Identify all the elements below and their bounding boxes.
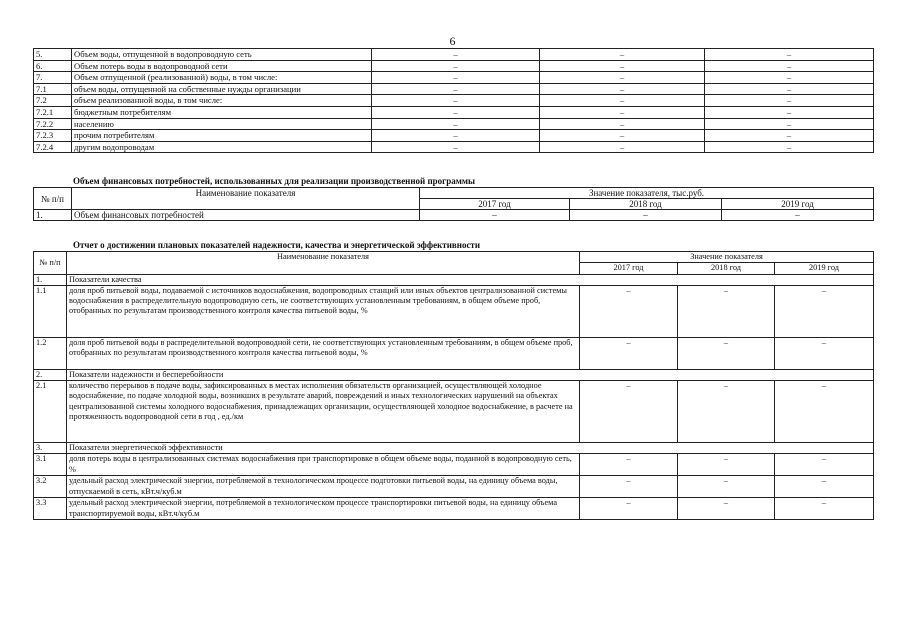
- table-row: [34, 210, 874, 221]
- row-value: –: [540, 72, 705, 84]
- row-name: бюджетным потребителям: [72, 106, 372, 118]
- row-value: –: [705, 83, 874, 95]
- row-number: 2.: [34, 369, 67, 380]
- row-number: 3.2: [34, 476, 67, 498]
- row-value: –: [540, 130, 705, 142]
- column-header-number: № п/п: [34, 188, 72, 210]
- column-header-year: 2017 год: [580, 263, 678, 274]
- row-value: –: [678, 285, 775, 337]
- row-name: количество перерывов в подаче воды, зафиксированных в местах исполнения обязательств организацией, осуществляющей холодное водоснабжение, по подаче холодной воды, возникших в результате аварий, повреждений и иных технологических нарушений на объектах централизованной системы холодного водоснабжения, принадлежащих организации, осуществляющей холодное водоснабжение, в расчете на протяженность водопроводной сети в год , ед./км: [67, 381, 580, 443]
- row-value: –: [540, 60, 705, 72]
- table-row: [34, 337, 874, 369]
- row-value: –: [678, 381, 775, 443]
- column-header-year: 2019 год: [722, 199, 874, 210]
- row-value: –: [580, 476, 678, 498]
- column-header-year: 2019 год: [775, 263, 874, 274]
- table-row: [34, 95, 874, 107]
- finance-section-title: Объем финансовых потребностей, использованных для реализации производственной программы: [73, 176, 476, 186]
- row-value: –: [722, 210, 874, 221]
- row-name: объем реализованной воды, в том числе:: [72, 95, 372, 107]
- row-name: доля проб питьевой воды, подаваемой с источников водоснабжения, водопроводных станций или иных объектов централизованной системы водоснабжения в распределительную водопроводную сеть, не соответствующих установленным требованиям, в общем объеме проб, отобранных по результатам производственного контроля качества питьевой воды, %: [67, 285, 580, 337]
- section-name: Показатели надежности и бесперебойности: [67, 369, 874, 380]
- row-number: 7.1: [34, 83, 72, 95]
- table-row: [34, 49, 874, 61]
- column-header-number: № п/п: [34, 252, 67, 275]
- row-value: –: [705, 49, 874, 61]
- row-value: –: [580, 498, 678, 520]
- row-number: 1.: [34, 274, 67, 285]
- row-number: 7.2.4: [34, 141, 72, 153]
- row-value: –: [775, 381, 874, 443]
- table-row: [34, 454, 874, 476]
- row-number: 3.1: [34, 454, 67, 476]
- row-value: –: [540, 95, 705, 107]
- report-table: [33, 251, 874, 520]
- table-row: [34, 106, 874, 118]
- row-number: 7.2: [34, 95, 72, 107]
- row-value: –: [372, 141, 540, 153]
- row-value: –: [705, 72, 874, 84]
- row-name: населению: [72, 118, 372, 130]
- row-name: доля проб питьевой воды в распределительной водопроводной сети, не соответствующих установленным требованиям, в общем объеме проб, отобранных по результатам производственного контроля качества питьевой воды, %: [67, 337, 580, 369]
- column-header-year: 2018 год: [570, 199, 722, 210]
- row-name: удельный расход электрической энергии, потребляемой в технологическом процессе подготовки питьевой воды, на единицу объема воды, отпускаемой в сеть, кВт.ч/куб.м: [67, 476, 580, 498]
- row-value: –: [705, 130, 874, 142]
- row-number: 1.2: [34, 337, 67, 369]
- row-number: 7.: [34, 72, 72, 84]
- row-value: –: [775, 454, 874, 476]
- table-row: [34, 72, 874, 84]
- row-name: Объем потерь воды в водопроводной сети: [72, 60, 372, 72]
- column-header-name: Наименование показателя: [67, 252, 580, 275]
- row-value: –: [372, 60, 540, 72]
- row-name: прочим потребителям: [72, 130, 372, 142]
- row-value: –: [705, 95, 874, 107]
- row-value: –: [678, 454, 775, 476]
- row-value: –: [540, 118, 705, 130]
- column-header-year: 2018 год: [678, 263, 775, 274]
- row-name: объем воды, отпущенной на собственные нужды организации: [72, 83, 372, 95]
- table-row: [34, 118, 874, 130]
- finance-table: [33, 187, 874, 221]
- row-value: –: [372, 106, 540, 118]
- row-value: –: [705, 118, 874, 130]
- row-name: удельный расход электрической энергии, потребляемой в технологическом процессе транспортировки питьевой воды, на единицу объема транспортируемой воды, кВт.ч/куб.м: [67, 498, 580, 520]
- row-value: –: [580, 285, 678, 337]
- row-value: –: [775, 285, 874, 337]
- table-row: [34, 498, 874, 520]
- section-name: Показатели качества: [67, 274, 874, 285]
- row-value: –: [372, 118, 540, 130]
- row-number: 7.2.2: [34, 118, 72, 130]
- row-name: другим водопроводам: [72, 141, 372, 153]
- table-row: [34, 60, 874, 72]
- row-value: –: [775, 476, 874, 498]
- row-value: –: [775, 498, 874, 520]
- row-number: 3.: [34, 443, 67, 454]
- row-value: –: [540, 141, 705, 153]
- row-name: Объем отпущенной (реализованной) воды, в том числе:: [72, 72, 372, 84]
- row-number: 7.2.3: [34, 130, 72, 142]
- row-value: –: [678, 476, 775, 498]
- row-value: –: [372, 95, 540, 107]
- row-value: –: [580, 337, 678, 369]
- row-number: 1.: [34, 210, 72, 221]
- row-value: –: [540, 106, 705, 118]
- row-value: –: [372, 72, 540, 84]
- column-header-year: 2017 год: [420, 199, 570, 210]
- table-row: [34, 285, 874, 337]
- row-name: доля потерь воды в централизованных системах водоснабжения при транспортировке в общем объеме воды, поданной в водопроводную сеть, %: [67, 454, 580, 476]
- table-row: [34, 381, 874, 443]
- row-name: Объем финансовых потребностей: [72, 210, 420, 221]
- section-row: [34, 274, 874, 285]
- section-row: [34, 443, 874, 454]
- column-header-value: Значение показателя, тыс.руб.: [420, 188, 874, 199]
- row-value: –: [420, 210, 570, 221]
- table-row: [34, 476, 874, 498]
- row-value: –: [678, 337, 775, 369]
- row-value: –: [775, 337, 874, 369]
- row-value: –: [570, 210, 722, 221]
- row-value: –: [372, 49, 540, 61]
- column-header-value: Значение показателя: [580, 252, 874, 263]
- row-name: Объем воды, отпущенной в водопроводную сеть: [72, 49, 372, 61]
- row-value: –: [705, 106, 874, 118]
- row-value: –: [372, 83, 540, 95]
- row-value: –: [678, 498, 775, 520]
- table-row: [34, 130, 874, 142]
- section-name: Показатели энергетической эффективности: [67, 443, 874, 454]
- row-value: –: [705, 60, 874, 72]
- row-number: 1.1: [34, 285, 67, 337]
- section-row: [34, 369, 874, 380]
- row-value: –: [540, 83, 705, 95]
- row-number: 2.1: [34, 381, 67, 443]
- row-value: –: [372, 130, 540, 142]
- row-number: 7.2.1: [34, 106, 72, 118]
- row-number: 5.: [34, 49, 72, 61]
- row-value: –: [540, 49, 705, 61]
- table-row: [34, 83, 874, 95]
- table-row: [34, 141, 874, 153]
- page-number: 6: [449, 34, 456, 48]
- volumes-table: [33, 48, 874, 153]
- report-section-title: Отчет о достижении плановых показателей надежности, качества и энергетической эффективности: [73, 240, 481, 250]
- row-number: 3.3: [34, 498, 67, 520]
- column-header-name: Наименование показателя: [72, 188, 420, 210]
- row-number: 6.: [34, 60, 72, 72]
- row-value: –: [580, 454, 678, 476]
- row-value: –: [705, 141, 874, 153]
- row-value: –: [580, 381, 678, 443]
